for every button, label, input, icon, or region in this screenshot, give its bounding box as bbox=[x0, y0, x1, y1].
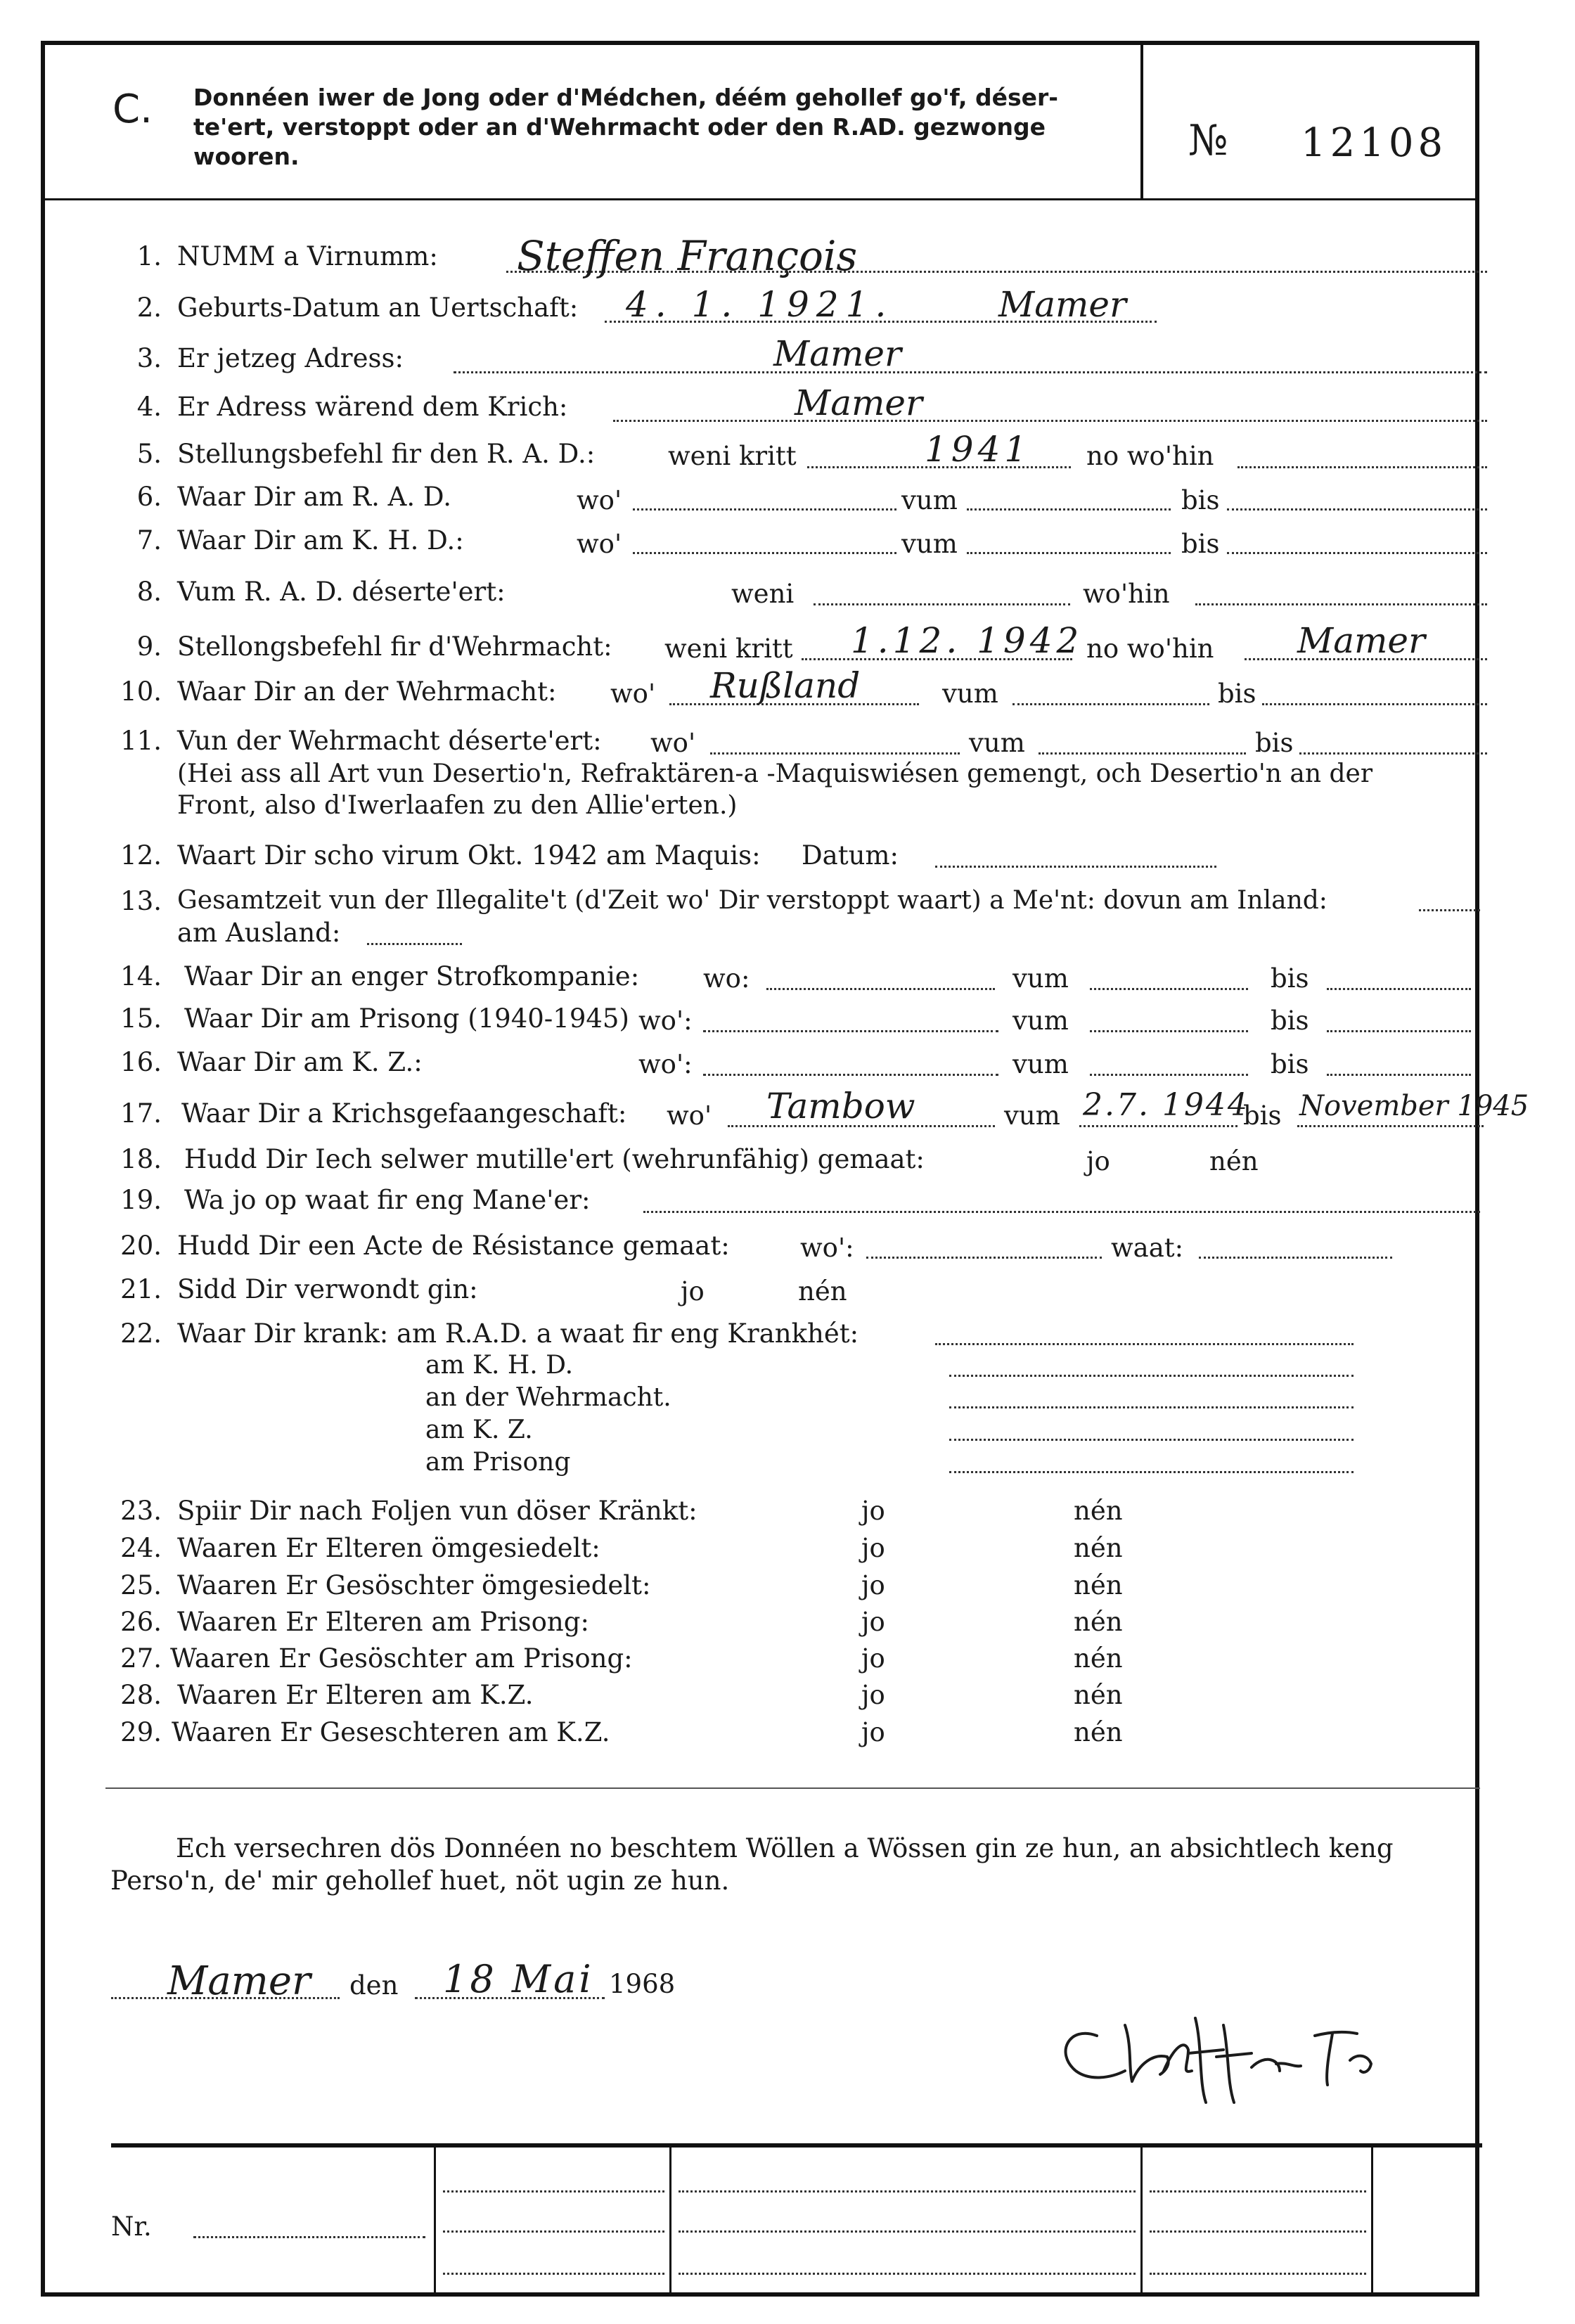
row-6-field-2 bbox=[967, 508, 1171, 511]
row-13-label: Gesamtzeit vun der Illegalite't (d'Zeit wo' Dir verstoppt waart) a Me'nt: dovun am Inland: bbox=[177, 886, 1328, 915]
footer-c2-line-1 bbox=[443, 2190, 664, 2193]
row-6-sub2: vum bbox=[901, 485, 958, 515]
signoff-place: Mamer bbox=[167, 1958, 311, 2004]
row-24-no: nén bbox=[1074, 1533, 1123, 1563]
row-9-number: 9. bbox=[136, 631, 162, 662]
row-25-label: Waaren Er Gesöschter ömgesiedelt: bbox=[177, 1570, 651, 1600]
row-12-field bbox=[935, 866, 1216, 868]
row-17-field-2 bbox=[1079, 1125, 1238, 1127]
footer-nr-label: Nr. bbox=[111, 2211, 152, 2242]
row-8-field-2 bbox=[1195, 603, 1487, 605]
row-10-label: Waar Dir an der Wehrmacht: bbox=[177, 676, 557, 707]
row-7-sub1: wo' bbox=[577, 529, 622, 559]
row-27-no: nén bbox=[1074, 1643, 1123, 1674]
row-1-number: 1. bbox=[136, 241, 162, 271]
row-22-field-2 bbox=[949, 1406, 1354, 1408]
row-18-number: 18. bbox=[120, 1144, 162, 1174]
header-title-line-1: Donnéen iwer de Jong oder d'Médchen, déém gehollef go'f, déser- bbox=[193, 84, 1058, 111]
row-10-sub1: wo' bbox=[610, 679, 656, 709]
footer-c2-line-2 bbox=[443, 2230, 664, 2233]
row-7-field-3 bbox=[1227, 552, 1487, 554]
row-6-sub3: bis bbox=[1181, 485, 1220, 515]
row-28-label: Waaren Er Elteren am K.Z. bbox=[177, 1680, 534, 1710]
row-10-sub2: vum bbox=[942, 679, 998, 709]
row-28-number: 28. bbox=[120, 1680, 162, 1710]
declaration-line-2: Perso'n, de' mir gehollef huet, nöt ugin ze hun. bbox=[110, 1866, 730, 1896]
row-29-number: 29. bbox=[120, 1717, 162, 1747]
row-21-label: Sidd Dir verwondt gin: bbox=[177, 1274, 478, 1304]
footer-nr-field bbox=[193, 2236, 425, 2238]
form-number: 12108 bbox=[1301, 120, 1448, 166]
row-18-label: Hudd Dir Iech selwer mutille'ert (wehrunfähig) gemaat: bbox=[184, 1144, 925, 1174]
row-16-sub1: wo': bbox=[638, 1049, 693, 1079]
signoff-year: 1968 bbox=[609, 1969, 676, 1999]
row-29-label: Waaren Er Geseschteren am K.Z. bbox=[172, 1717, 610, 1747]
row-17-sub2: vum bbox=[1004, 1100, 1060, 1131]
row-20-label: Hudd Dir een Acte de Résistance gemaat: bbox=[177, 1231, 730, 1261]
row-10-value: Rußland bbox=[710, 665, 861, 706]
row-24-number: 24. bbox=[120, 1533, 162, 1563]
row-15-sub1: wo': bbox=[638, 1006, 693, 1036]
row-27-label: Waaren Er Gesöschter am Prisong: bbox=[170, 1643, 633, 1674]
row-11-field-1 bbox=[710, 752, 960, 755]
row-6-sub1: wo' bbox=[577, 485, 622, 515]
row-17-sub3: bis bbox=[1243, 1100, 1282, 1131]
row-19-label: Wa jo op waat fir eng Mane'er: bbox=[184, 1185, 591, 1215]
row-5-sub1: weni kritt bbox=[668, 441, 797, 471]
number-sign: № bbox=[1188, 116, 1228, 165]
footer-divider bbox=[111, 2143, 1482, 2148]
header-title-line-2: te'ert, verstoppt oder an d'Wehrmacht oder den R.AD. gezwonge bbox=[193, 113, 1046, 141]
row-26-label: Waaren Er Elteren am Prisong: bbox=[177, 1607, 589, 1637]
row-15-sub2: vum bbox=[1012, 1006, 1069, 1036]
footer-c4-line-3 bbox=[1150, 2273, 1366, 2275]
header-divider-horizontal bbox=[45, 198, 1475, 200]
signoff-den: den bbox=[349, 1970, 399, 2001]
footer-c4-line-2 bbox=[1150, 2230, 1366, 2233]
row-2-place: Mamer bbox=[998, 284, 1126, 325]
row-6-label: Waar Dir am R. A. D. bbox=[177, 482, 451, 512]
row-21-no: nén bbox=[798, 1276, 847, 1307]
row-24-yes: jo bbox=[861, 1533, 885, 1563]
row-21-number: 21. bbox=[120, 1274, 162, 1304]
row-22-field-0 bbox=[935, 1343, 1354, 1345]
row-4-number: 4. bbox=[136, 392, 162, 422]
row-27-yes: jo bbox=[861, 1643, 885, 1674]
row-2-number: 2. bbox=[136, 293, 162, 323]
row-19-number: 19. bbox=[120, 1185, 162, 1215]
row-20-sub2: waat: bbox=[1111, 1233, 1184, 1263]
row-22-field-4 bbox=[949, 1471, 1354, 1473]
row-25-no: nén bbox=[1074, 1570, 1123, 1600]
row-9-value: 1.12. 1942 bbox=[851, 620, 1084, 661]
row-4-label: Er Adress wärend dem Krich: bbox=[177, 392, 568, 422]
row-24-label: Waaren Er Elteren ömgesiedelt: bbox=[177, 1533, 600, 1563]
row-26-number: 26. bbox=[120, 1607, 162, 1637]
row-25-number: 25. bbox=[120, 1570, 162, 1600]
row-29-yes: jo bbox=[861, 1717, 885, 1747]
row-1-label: NUMM a Virnumm: bbox=[177, 241, 438, 271]
row-22-number: 22. bbox=[120, 1318, 162, 1349]
row-5-sub2: no wo'hin bbox=[1086, 441, 1214, 471]
row-6-number: 6. bbox=[136, 482, 162, 512]
row-26-no: nén bbox=[1074, 1607, 1123, 1637]
row-12-label: Waart Dir scho virum Okt. 1942 am Maquis: bbox=[177, 840, 761, 871]
row-11-sub2: vum bbox=[969, 728, 1025, 758]
row-22-subitem-4: am Prisong bbox=[425, 1448, 571, 1477]
row-13-field-1 bbox=[1419, 909, 1480, 911]
row-16-sub2: vum bbox=[1012, 1049, 1069, 1079]
row-13-number: 13. bbox=[120, 886, 162, 916]
signoff-date: 18 Mai bbox=[443, 1957, 594, 2001]
row-10-number: 10. bbox=[120, 676, 162, 707]
row-15-number: 15. bbox=[120, 1003, 162, 1034]
row-9-value2: Mamer bbox=[1297, 620, 1425, 661]
row-20-sub1: wo': bbox=[800, 1233, 854, 1263]
row-6-field-3 bbox=[1227, 508, 1487, 511]
footer-col-line-4 bbox=[1371, 2146, 1373, 2292]
row-1-value: Steffen François bbox=[517, 232, 858, 280]
row-2-label: Geburts-Datum an Uertschaft: bbox=[177, 293, 579, 323]
row-16-sub3: bis bbox=[1271, 1049, 1309, 1079]
row-25-yes: jo bbox=[861, 1570, 885, 1600]
row-23-number: 23. bbox=[120, 1496, 162, 1526]
row-10-field-3 bbox=[1262, 703, 1487, 705]
row-18-yes: jo bbox=[1086, 1146, 1110, 1176]
row-26-yes: jo bbox=[861, 1607, 885, 1637]
row-12-sub1: Datum: bbox=[802, 840, 899, 871]
declaration-divider bbox=[105, 1787, 1480, 1789]
row-10-sub3: bis bbox=[1218, 679, 1256, 709]
row-17-label: Waar Dir a Krichsgefaangeschaft: bbox=[181, 1098, 627, 1129]
row-8-sub2: wo'hin bbox=[1083, 579, 1170, 609]
row-14-field-2 bbox=[1090, 988, 1248, 990]
row-8-sub1: weni bbox=[731, 579, 795, 609]
row-6-field-1 bbox=[633, 508, 896, 511]
row-20-number: 20. bbox=[120, 1231, 162, 1261]
row-9-sub2: no wo'hin bbox=[1086, 634, 1214, 664]
row-14-number: 14. bbox=[120, 961, 162, 991]
row-18-no: nén bbox=[1209, 1146, 1259, 1176]
section-letter: C. bbox=[112, 86, 153, 132]
row-15-sub3: bis bbox=[1271, 1006, 1309, 1036]
row-16-field-1 bbox=[703, 1074, 998, 1076]
row-23-no: nén bbox=[1074, 1496, 1123, 1526]
row-9-label: Stellongsbefehl fir d'Wehrmacht: bbox=[177, 631, 612, 662]
footer-c4-line-1 bbox=[1150, 2190, 1366, 2193]
row-14-field-1 bbox=[766, 988, 995, 990]
declaration-line-1: Ech versechren dös Donnéen no beschtem Wöllen a Wössen gin ze hun, an absichtlech keng bbox=[176, 1833, 1394, 1863]
row-2-date: 4. 1. 1921. bbox=[626, 284, 894, 325]
row-22-subitem-3: am K. Z. bbox=[425, 1415, 533, 1444]
row-22-field-1 bbox=[949, 1375, 1354, 1377]
row-17-field-3 bbox=[1297, 1125, 1484, 1127]
footer-col-line-1 bbox=[434, 2146, 436, 2292]
row-20-field-1 bbox=[866, 1257, 1102, 1259]
row-11-note-2: Front, also d'Iwerlaafen zu den Allie'erten.) bbox=[177, 791, 738, 820]
row-14-sub2: vum bbox=[1012, 963, 1069, 994]
row-14-label: Waar Dir an enger Strofkompanie: bbox=[184, 961, 640, 991]
header-divider-vertical bbox=[1140, 45, 1143, 198]
row-20-field-2 bbox=[1199, 1257, 1392, 1259]
row-17-value2: 2.7. 1944 bbox=[1083, 1087, 1249, 1123]
row-5-number: 5. bbox=[136, 439, 162, 469]
row-11-label: Vun der Wehrmacht déserte'ert: bbox=[177, 726, 602, 756]
row-19-field bbox=[643, 1211, 1480, 1213]
row-8-label: Vum R. A. D. déserte'ert: bbox=[177, 577, 506, 607]
header-title-line-3: wooren. bbox=[193, 143, 300, 170]
row-13-line2: am Ausland: bbox=[177, 918, 341, 948]
row-11-number: 11. bbox=[120, 726, 162, 756]
row-12-number: 12. bbox=[120, 840, 162, 871]
row-22-label: Waar Dir krank: am R.A.D. a waat fir eng Krankhét: bbox=[177, 1318, 859, 1349]
row-7-sub3: bis bbox=[1181, 529, 1220, 559]
row-7-label: Waar Dir am K. H. D.: bbox=[177, 525, 464, 556]
row-7-field-1 bbox=[633, 552, 896, 554]
footer-col-line-2 bbox=[669, 2146, 671, 2292]
row-23-label: Spiir Dir nach Foljen vun döser Kränkt: bbox=[177, 1496, 698, 1526]
row-3-value: Mamer bbox=[773, 333, 901, 374]
row-11-field-2 bbox=[1039, 752, 1246, 755]
row-17-value: Tambow bbox=[766, 1086, 915, 1126]
row-11-field-3 bbox=[1299, 752, 1487, 755]
row-3-field bbox=[454, 371, 1487, 373]
row-3-label: Er jetzeg Adress: bbox=[177, 343, 404, 373]
row-15-field-3 bbox=[1327, 1030, 1471, 1032]
row-9-sub1: weni kritt bbox=[664, 634, 793, 664]
row-16-number: 16. bbox=[120, 1047, 162, 1077]
row-15-label: Waar Dir am Prisong (1940-1945) bbox=[184, 1003, 629, 1034]
row-14-field-3 bbox=[1327, 988, 1471, 990]
footer-c3-line-3 bbox=[679, 2273, 1136, 2275]
row-27-number: 27. bbox=[120, 1643, 162, 1674]
row-22-field-3 bbox=[949, 1439, 1354, 1441]
row-29-no: nén bbox=[1074, 1717, 1123, 1747]
handwritten-signature bbox=[1048, 2004, 1399, 2110]
row-14-sub1: wo: bbox=[703, 963, 750, 994]
row-5-value: 1941 bbox=[925, 429, 1031, 470]
row-5-field-2 bbox=[1238, 466, 1487, 468]
footer-c3-line-2 bbox=[679, 2230, 1136, 2233]
footer-c3-line-1 bbox=[679, 2190, 1136, 2193]
row-3-number: 3. bbox=[136, 343, 162, 373]
row-14-sub3: bis bbox=[1271, 963, 1309, 994]
row-7-number: 7. bbox=[136, 525, 162, 556]
row-28-yes: jo bbox=[861, 1680, 885, 1710]
row-16-label: Waar Dir am K. Z.: bbox=[177, 1047, 423, 1077]
row-15-field-2 bbox=[1090, 1030, 1248, 1032]
row-16-field-3 bbox=[1327, 1074, 1471, 1076]
row-4-value: Mamer bbox=[795, 383, 922, 423]
row-10-field-2 bbox=[1012, 703, 1209, 705]
row-4-field bbox=[613, 420, 1487, 422]
row-13-field-2 bbox=[367, 943, 462, 945]
row-11-sub3: bis bbox=[1255, 728, 1294, 758]
row-8-number: 8. bbox=[136, 577, 162, 607]
row-7-field-2 bbox=[967, 552, 1171, 554]
row-22-subitem-2: an der Wehrmacht. bbox=[425, 1383, 671, 1412]
footer-col-line-3 bbox=[1140, 2146, 1143, 2292]
row-17-value3: November 1945 bbox=[1299, 1090, 1529, 1122]
row-22-subitem-1: am K. H. D. bbox=[425, 1351, 574, 1380]
footer-c2-line-3 bbox=[443, 2273, 664, 2275]
row-8-field-1 bbox=[814, 603, 1070, 605]
row-17-number: 17. bbox=[120, 1098, 162, 1129]
row-17-sub1: wo' bbox=[667, 1100, 712, 1131]
row-28-no: nén bbox=[1074, 1680, 1123, 1710]
row-16-field-2 bbox=[1090, 1074, 1248, 1076]
row-5-label: Stellungsbefehl fir den R. A. D.: bbox=[177, 439, 596, 469]
row-11-sub1: wo' bbox=[650, 728, 696, 758]
row-21-yes: jo bbox=[681, 1276, 705, 1307]
row-7-sub2: vum bbox=[901, 529, 958, 559]
row-15-field-1 bbox=[703, 1030, 998, 1032]
row-23-yes: jo bbox=[861, 1496, 885, 1526]
row-11-note-1: (Hei ass all Art vun Desertio'n, Refraktären-a -Maquiswiésen gemengt, och Desertio'n an der bbox=[177, 759, 1373, 788]
